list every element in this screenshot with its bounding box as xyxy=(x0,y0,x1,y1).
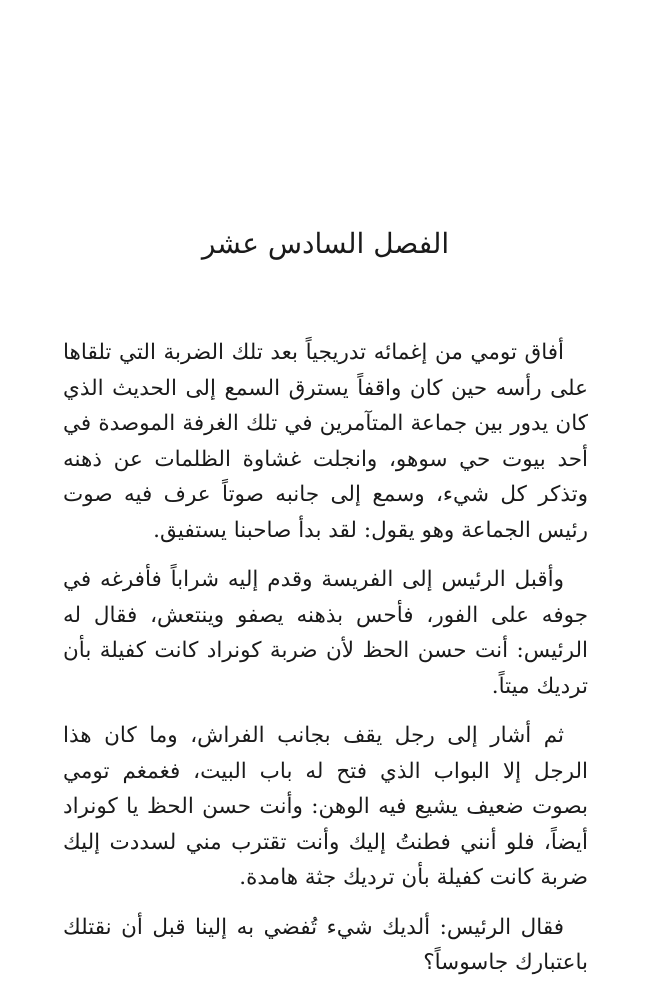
chapter-title: الفصل السادس عشر xyxy=(201,227,450,260)
paragraph-1: أفاق تومي من إغمائه تدريجياً بعد تلك الضربة التي تلقاها على رأسه حين كان واقفاً يسترق السمع إلى الحديث الذي كان يدور بين جماعة المتآمرين في تلك الغرفة الموصدة في أحد بيوت حي سوهو، وانجلت غشاوة الظلمات عن ذهنه وتذكر كل شيء، وسمع إلى جانبه صوتاً عرف فيه صوت رئيس الجماعة وهو يقول: لقد بدأ صاحبنا يستفيق. xyxy=(63,340,588,543)
paragraph-4: فقال الرئيس: ألديك شيء تُفضي به إلينا قبل أن نقتلك باعتبارك جاسوساً؟ xyxy=(63,914,588,975)
paragraph-2: وأقبل الرئيس إلى الفريسة وقدم إليه شراباً فأفرغه في جوفه على الفور، فأحس بذهنه يصفو وينتعش، فقال له الرئيس: أنت حسن الحظ لأن ضربة كونراد كانت كفيلة بأن ترديك ميتاً. xyxy=(63,567,588,699)
chapter-body xyxy=(63,335,588,981)
paragraph-3: ثم أشار إلى رجل يقف بجانب الفراش، وما كان هذا الرجل إلا البواب الذي فتح له باب البيت، فغمغم تومي بصوت ضعيف يشيع فيه الوهن: وأنت حسن الحظ يا كونراد أيضاً، فلو أنني فطنتُ إليك وأنت تقترب مني لسددت إليك ضربة كانت كفيلة بأن ترديك جثة هامدة. xyxy=(63,723,588,890)
